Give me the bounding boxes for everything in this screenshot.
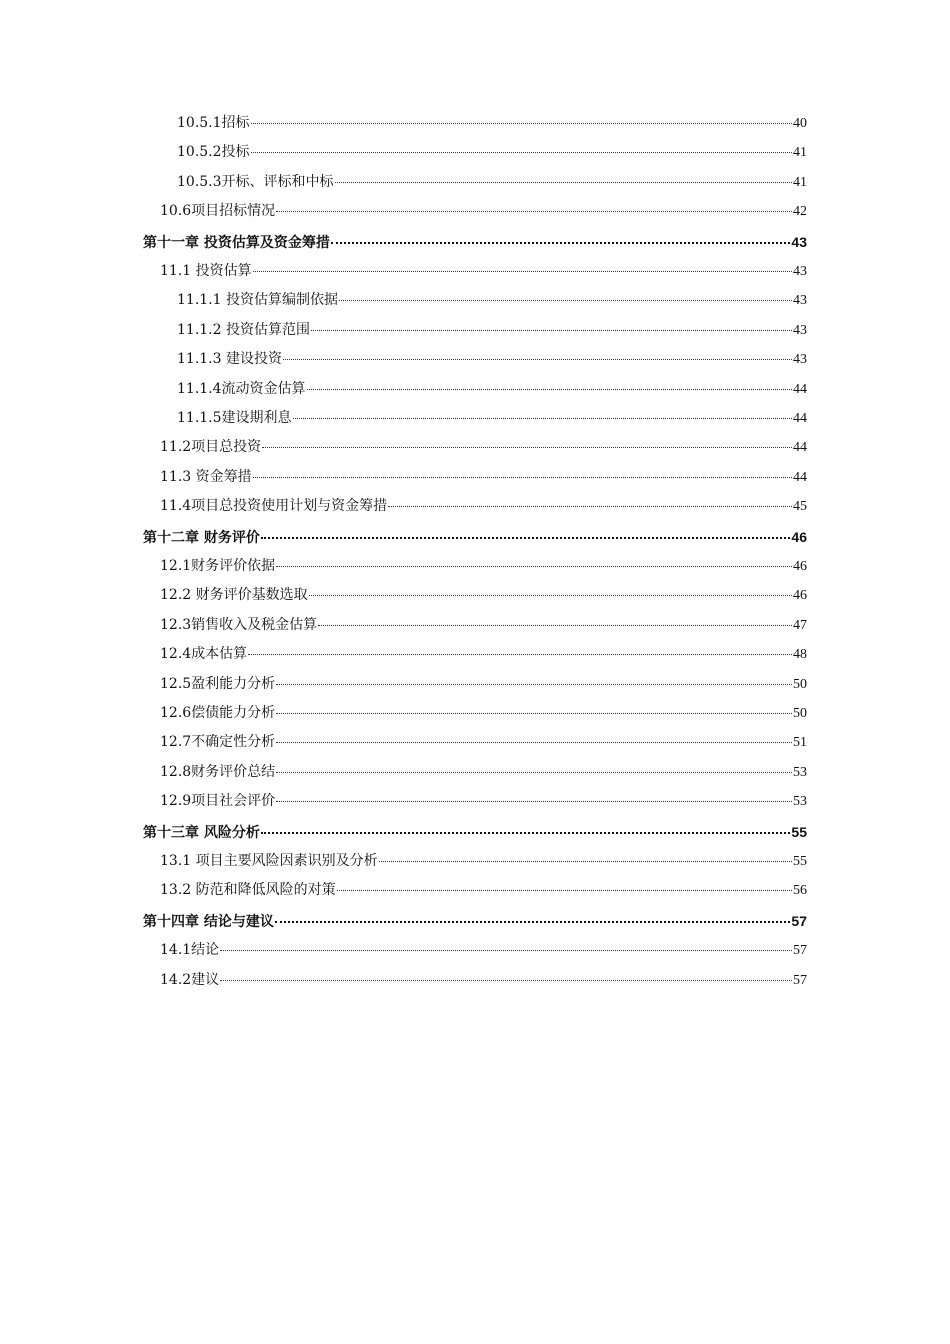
toc-entry-title: 13.2 防范和降低风险的对策 — [160, 882, 336, 899]
toc-page-number: 46 — [791, 528, 807, 545]
dot-leader — [253, 270, 792, 272]
toc-entry-title: 11.1 投资估算 — [160, 263, 252, 280]
toc-page-number: 44 — [793, 469, 807, 485]
toc-entry-title: 12.5盈利能力分析 — [160, 675, 276, 692]
toc-entry-title: 10.5.3开标、评标和中标 — [177, 173, 334, 190]
toc-entry[interactable] — [0, 787, 950, 816]
toc-chapter-title: 第十二章 财务评价 — [143, 529, 260, 546]
toc-entry[interactable] — [0, 847, 950, 876]
dot-leader — [311, 329, 792, 331]
toc-entry-title: 11.1.4流动资金估算 — [177, 380, 306, 397]
toc-chapter-entry[interactable] — [0, 227, 950, 258]
toc-entry-title: 12.7不确定性分析 — [160, 734, 276, 751]
toc-chapter-title: 第十四章 结论与建议 — [143, 913, 274, 930]
dot-leader — [275, 920, 791, 923]
toc-entry[interactable] — [0, 728, 950, 757]
dot-leader — [276, 210, 792, 212]
toc-page-number: 44 — [793, 381, 807, 397]
toc-page-number: 46 — [793, 559, 807, 575]
toc-entry-title: 11.1.5建设期利息 — [177, 410, 292, 427]
toc-page-number: 50 — [793, 676, 807, 692]
toc-entry[interactable] — [0, 375, 950, 404]
toc-entry[interactable] — [0, 345, 950, 374]
toc-page-number: 53 — [793, 794, 807, 810]
toc-chapter-entry[interactable] — [0, 906, 950, 937]
toc-page-number: 43 — [793, 352, 807, 368]
toc-entry[interactable] — [0, 581, 950, 610]
dot-leader — [307, 388, 792, 390]
toc-entry-title: 12.8财务评价总结 — [160, 763, 276, 780]
toc-entry-title: 11.1.1 投资估算编制依据 — [177, 292, 338, 309]
toc-entry[interactable] — [0, 492, 950, 521]
toc-entry-title: 12.6偿债能力分析 — [160, 705, 276, 722]
toc-page-number: 41 — [793, 145, 807, 161]
dot-leader — [276, 800, 792, 802]
toc-page-number: 41 — [793, 174, 807, 190]
toc-entry-title: 10.6项目招标情况 — [160, 203, 276, 220]
toc-entry-title: 12.9项目社会评价 — [160, 793, 276, 810]
toc-entry-title: 12.4成本估算 — [160, 646, 248, 663]
dot-leader — [261, 831, 791, 834]
toc-page-number: 55 — [791, 823, 807, 840]
dot-leader — [276, 771, 792, 773]
toc-entry[interactable] — [0, 197, 950, 226]
toc-chapter-title: 第十三章 风险分析 — [143, 824, 260, 841]
dot-leader — [251, 151, 792, 153]
toc-page-number: 51 — [793, 735, 807, 751]
toc-entry[interactable] — [0, 316, 950, 345]
dot-leader — [318, 624, 792, 626]
toc-entry-title: 14.2建议 — [160, 971, 220, 988]
toc-entry[interactable] — [0, 286, 950, 315]
toc-entry[interactable] — [0, 404, 950, 433]
toc-page-number: 55 — [793, 854, 807, 870]
dot-leader — [276, 683, 792, 685]
toc-entry-title: 12.1财务评价依据 — [160, 558, 276, 575]
toc-page-number: 44 — [793, 411, 807, 427]
toc-page-number: 43 — [793, 322, 807, 338]
dot-leader — [220, 979, 792, 981]
toc-page-number: 50 — [793, 706, 807, 722]
toc-page-number: 53 — [793, 764, 807, 780]
dot-leader — [262, 446, 792, 448]
toc-entry[interactable] — [0, 876, 950, 905]
toc-page-number: 40 — [793, 116, 807, 131]
dot-leader — [283, 358, 792, 360]
toc-page-number: 46 — [793, 588, 807, 604]
toc-page-number: 57 — [793, 972, 807, 988]
toc-entry-title: 13.1 项目主要风险因素识别及分析 — [160, 853, 378, 870]
toc-entry-title: 11.1.3 建设投资 — [177, 351, 282, 368]
toc-entry[interactable] — [0, 138, 950, 167]
toc-entry-title: 11.1.2 投资估算范围 — [177, 321, 310, 338]
toc-entry[interactable] — [0, 936, 950, 965]
toc-page-number: 42 — [793, 204, 807, 220]
dot-leader — [337, 889, 792, 891]
toc-page-number: 47 — [793, 617, 807, 633]
dot-leader — [276, 741, 792, 743]
toc-entry-title: 12.2 财务评价基数选取 — [160, 587, 308, 604]
toc-entry-title: 14.1结论 — [160, 942, 220, 959]
toc-entry-title: 11.4项目总投资使用计划与资金筹措 — [160, 498, 388, 515]
toc-page-number: 43 — [791, 233, 807, 250]
dot-leader — [276, 565, 792, 567]
dot-leader — [379, 860, 792, 862]
dot-leader — [388, 505, 792, 507]
toc-page-number: 48 — [793, 647, 807, 663]
dot-leader — [309, 594, 792, 596]
toc-page-number: 44 — [793, 440, 807, 456]
dot-leader — [339, 299, 792, 301]
toc-entry[interactable] — [0, 670, 950, 699]
toc-page-number: 43 — [793, 264, 807, 280]
toc-entry[interactable] — [0, 966, 950, 995]
toc-page-number: 57 — [791, 912, 807, 929]
dot-leader — [220, 949, 792, 951]
toc-entry-title: 11.3 资金筹措 — [160, 468, 252, 485]
toc-page-number: 43 — [793, 293, 807, 309]
toc-entry[interactable] — [0, 640, 950, 669]
toc-entry[interactable] — [0, 611, 950, 640]
dot-leader — [331, 241, 791, 244]
toc-entry[interactable] — [0, 109, 950, 138]
toc-entry[interactable] — [0, 433, 950, 462]
dot-leader — [293, 417, 792, 419]
toc-chapter-entry[interactable] — [0, 817, 950, 848]
toc-entry[interactable] — [0, 257, 950, 286]
dot-leader — [261, 536, 791, 539]
toc-entry-title: 11.2项目总投资 — [160, 439, 262, 456]
toc-page-number: 45 — [793, 499, 807, 515]
dot-leader — [276, 712, 792, 714]
toc-entry[interactable] — [0, 758, 950, 787]
toc-entry[interactable] — [0, 463, 950, 492]
toc-entry-title: 12.3销售收入及税金估算 — [160, 616, 318, 633]
toc-chapter-title: 第十一章 投资估算及资金筹措 — [143, 234, 330, 251]
toc-chapter-entry[interactable] — [0, 522, 950, 553]
toc-entry[interactable] — [0, 168, 950, 197]
dot-leader — [253, 476, 792, 478]
toc-entry-title: 10.5.1招标 — [177, 115, 250, 131]
toc-page-number: 56 — [793, 883, 807, 899]
toc-entry[interactable] — [0, 699, 950, 728]
toc-entry-title: 10.5.2投标 — [177, 144, 250, 161]
toc-entry[interactable] — [0, 552, 950, 581]
table-of-contents — [0, 109, 950, 995]
dot-leader — [335, 181, 792, 183]
toc-page-number: 57 — [793, 943, 807, 959]
dot-leader — [251, 122, 792, 124]
dot-leader — [248, 653, 792, 655]
